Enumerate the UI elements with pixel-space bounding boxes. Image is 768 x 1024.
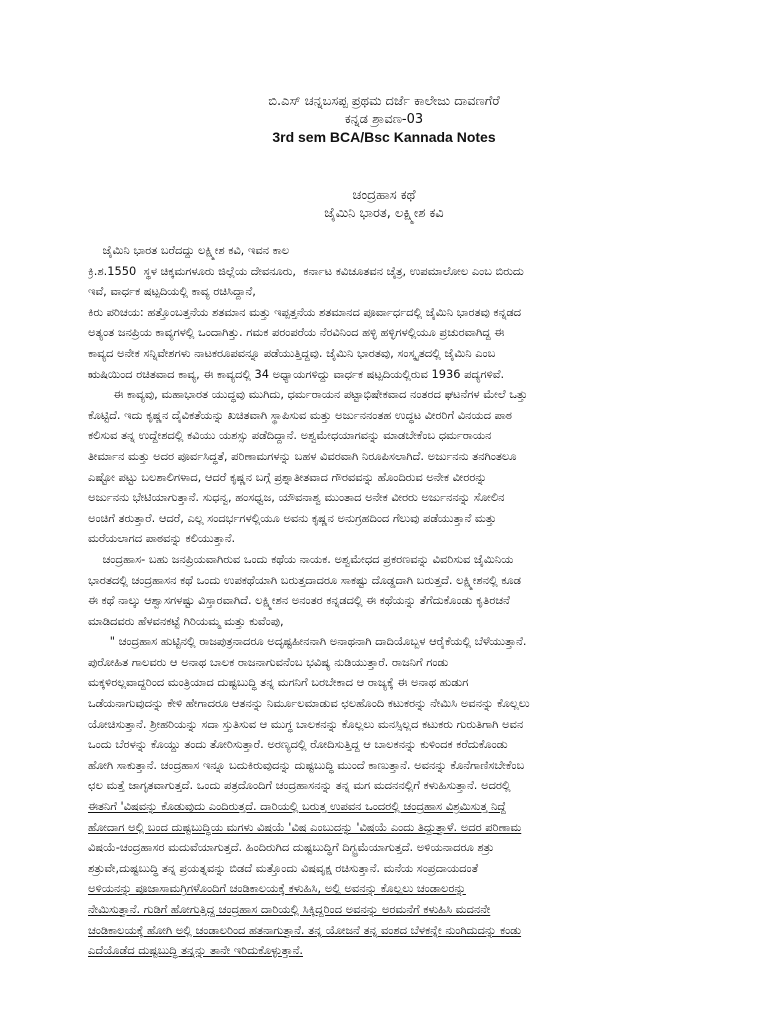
body-line: ಮರೆಯಲಾಗದ ಪಾಠವನ್ನು ಕಲಿಯುತ್ತಾನೆ. <box>88 531 236 546</box>
body-line: ಅಂಚಿಗೆ ತರುತ್ತಾರೆ. ಆದರೆ, ಎಲ್ಲ ಸಂದರ್ಭಗಳಲ್ಲಿಯೂ ಅವನು ಕೃಷ್ಣನ ಅನುಗ್ರಹದಿಂದ ಗೆಲುವು ಪಡೆಯುತ್ತಾನೆ ಮತ್ತು <box>88 510 497 525</box>
body-line: ಚಂಡಿಕಾಲಯಕ್ಕೆ ಹೋಗಿ ಅಲ್ಲಿ ಚಂಡಾಲರಿಂದ ಹತನಾಗುತ್ತಾನೆ. ತನ್ನ ಯೋಜನೆ ತನ್ನ ವಂಶದ ಬೆಳಕನ್ನೇ ನುಂಗಿದುದನ್ನು ಕಂಡು <box>88 922 522 937</box>
body-line: ಋಷಿಯಿಂದ ರಚಿತವಾದ ಕಾವ್ಯ, ಈ ಕಾವ್ಯದಲ್ಲಿ 34 ಅಧ್ಯಾಯಗಳಿದ್ದು ವಾರ್ಧಕ ಷಟ್ಪದಿಯಲ್ಲಿರುವ 1936 ಪದ್ಯಗಳಿವೆ. <box>88 366 505 381</box>
body-line: ಎಷ್ಟೋ ಪಟ್ಟು ಬಲಶಾಲಿಗಳಾದ, ಆದರೆ ಕೃಷ್ಣನ ಬಗ್ಗೆ ಪ್ರಶ್ನಾತೀತವಾದ ಗೌರವವನ್ನು ಹೊಂದಿರುವ ಅನೇಕ ವೀರರನ್ನು <box>88 469 487 484</box>
body-line: ಯೋಚಿಸುತ್ತಾನೆ. ಶ್ರೀಹರಿಯನ್ನು ಸದಾ ಸ್ತುತಿಸುವ ಆ ಮುಗ್ಧ ಬಾಲಕನನ್ನು ಕೊಲ್ಲಲು ಮನಸ್ಸಿಲ್ಲದ ಕಟುಕರು ಗುರುತಿಗಾಗಿ ಅವನ <box>88 716 524 731</box>
body-line: ಅಳಿಯನನ್ನು ಪೂಜಾಸಾಮಗ್ರಿಗಳೊಂದಿಗೆ ಚಂಡಿಕಾಲಯಕ್ಕೆ ಕಳುಹಿಸಿ, ಅಲ್ಲಿ ಅವನನ್ನು ಕೊಲ್ಲಲು ಚಂಡಾಲರನ್ನು <box>88 881 466 896</box>
body-line: ಹೋಗಿ ಸಾಕುತ್ತಾನೆ. ಚಂದ್ರಹಾಸ ಇನ್ನೂ ಬದುಕಿರುವುದನ್ನು ದುಷ್ಟಬುದ್ಧಿ ಮುಂದೆ ಕಾಣುತ್ತಾನೆ. ಅವನನ್ನು ಕೊನೆಗಾಣಿಸಬೇಕೆಂಬ <box>88 757 525 772</box>
body-line: ಒಡೆಯನಾಗುವುದನ್ನು ಕೇಳಿ ಹೇಗಾದರೂ ಆತನನ್ನು ನಿರ್ಮೂಲಮಾಡುವ ಛಲಹೊಂದಿ ಕಟುಕರನ್ನು ನೇಮಿಸಿ ಅವನನ್ನು ಕೊಲ್ಲಲು <box>88 696 530 711</box>
source-title: ಜೈಮಿನಿ ಭಾರತ, ಲಕ್ಷ್ಮೀಶ ಕವಿ <box>324 206 444 221</box>
body-line: ಕಲಿಸುವ ತನ್ನ ಉದ್ದೇಶದಲ್ಲಿ ಕವಿಯು ಯಶಸ್ಸು ಪಡೆದಿದ್ದಾನೆ. ಅಶ್ವಮೇಧಯಾಗವನ್ನು ಮಾಡಬೇಕೆಂಬ ಧರ್ಮರಾಯನ <box>88 428 492 443</box>
body-line: ಕೊಟ್ಟಿದೆ. ಇದು ಕೃಷ್ಣನ ದೈವಿಕತೆಯನ್ನು ಖಚಿತವಾಗಿ ಸ್ಥಾಪಿಸುವ ಮತ್ತು ಅರ್ಜುನನಂತಹ ಉದ್ಧಟ ವೀರರಿಗೆ ವಿನಯದ ಪಾಠ <box>88 407 512 422</box>
body-line: ಕ್ರಿ.ಶ.1550 ಸ್ಥಳ ಚಿಕ್ಕಮಗಳೂರು ಜಿಲ್ಲೆಯ ದೇವನೂರು, ಕರ್ನಾಟ ಕವಿಚೂತವನ ಚೈತ್ರ, ಉಪಮಾಲೋಲ ಎಂಬ ಬಿರುದು <box>88 263 524 278</box>
body-line: " ಚಂದ್ರಹಾಸ ಹುಟ್ಟಿನಲ್ಲಿ ರಾಜಪುತ್ರನಾದರೂ ಅದೃಷ್ಟಹೀನನಾಗಿ ಅನಾಥನಾಗಿ ದಾದಿಯೊಬ್ಬಳ ಆರೈಕೆಯಲ್ಲಿ ಬೆಳೆಯುತ್ತಾನೆ. <box>88 634 527 649</box>
body-line: ಜೈಮಿನಿ ಭಾರತ ಬರೆದದ್ದು ಲಕ್ಷ್ಮೀಶ ಕವಿ, ಇವನ ಕಾಲ <box>88 243 290 257</box>
body-line: ಎದೆಯೊಡೆದ ದುಷ್ಟಬುದ್ಧಿ ತನ್ನನ್ನು ತಾನೇ ಇರಿದುಕೊಳ್ಳುತ್ತಾನೆ. <box>88 943 303 958</box>
college-name: ಬಿ.ಎಸ್ ಚನ್ನಬಸಪ್ಪ ಪ್ರಥಮ ದರ್ಜೆ ಕಾಲೇಜು ದಾವಣಗೆರೆ <box>268 94 500 109</box>
body-line: ಚಂದ್ರಹಾಸ- ಬಹು ಜನಪ್ರಿಯವಾಗಿರುವ ಒಂದು ಕಥೆಯ ನಾಯಕ. ಅಶ್ವಮೇಧದ ಪ್ರಕರಣವನ್ನು ವಿವರಿಸುವ ಜೈಮಿನಿಯ <box>88 551 514 566</box>
body-line: ಮಾಡಿದವರು ಹೆಳವನಕಟ್ಟೆ ಗಿರಿಯಮ್ಮ ಮತ್ತು ಕುವೆಂಪು, <box>88 613 284 628</box>
body-line: ಭಾರತದಲ್ಲಿ ಚಂದ್ರಹಾಸನ ಕಥೆ ಒಂದು ಉಪಕಥೆಯಾಗಿ ಬರುತ್ತದಾದರೂ ಸಾಕಷ್ಟು ದೊಡ್ಡದಾಗಿ ಬರುತ್ತದೆ. ಲಕ್ಷ್ಮೀಶನಲ್ಲಿ ಕೂಡ <box>88 572 521 587</box>
body-line: ಪುರೋಹಿತ ಗಾಲವರು ಆ ಅನಾಥ ಬಾಲಕ ರಾಜನಾಗುವನೆಂಬ ಭವಿಷ್ಯ ನುಡಿಯುತ್ತಾರೆ. ರಾಜನಿಗೆ ಗಂಡು <box>88 654 449 669</box>
story-title: ಚಂದ್ರಹಾಸ ಕಥೆ <box>352 188 416 203</box>
body-line: ವಿಷಯೆ-ಚಂದ್ರಹಾಸರ ಮದುವೆಯಾಗುತ್ತದೆ. ಹಿಂದಿರುಗಿದ ದುಷ್ಟಬುದ್ಧಿಗೆ ದಿಗ್ಭ್ರಮೆಯಾಗುತ್ತದೆ. ಅಳಿಯನಾದರೂ ಶತ್ರು <box>88 840 494 855</box>
body-line: ಮಕ್ಕಳಿರಲ್ಲವಾದ್ದರಿಂದ ಮಂತ್ರಿಯಾದ ದುಷ್ಟಬುದ್ಧಿ ತನ್ನ ಮಗನಿಗೆ ಬರಬೇಕಾದ ಆ ರಾಜ್ಯಕ್ಕೆ ಈ ಅನಾಥ ಹುಡುಗ <box>88 675 469 690</box>
body-line: ಕಿರು ಪರಿಚಯ: ಹತ್ತೊಂಬತ್ತನೆಯ ಶತಮಾನ ಮತ್ತು ಇಪ್ಪತ್ತನೆಯ ಶತಮಾನದ ಪೂರ್ವಾರ್ಧದಲ್ಲಿ ಜೈಮಿನಿ ಭಾರತವು ಕನ್ನಡದ <box>88 304 522 319</box>
semester-title: 3rd sem BCA/Bsc Kannada Notes <box>272 129 496 145</box>
course-title: ಕನ್ನಡ ಶ್ರಾವಣ-03 <box>344 112 424 127</box>
body-line: ಶತ್ರುವೇ,ದುಷ್ಟಬುದ್ಧಿ ತನ್ನ ಪ್ರಯತ್ನವನ್ನು ಬಿಡದೆ ಮತ್ತೊಂದು ವಿಷವೃಕ್ಷ ರಚಿಸುತ್ತಾನೆ. ಮನೆಯ ಸಂಪ್ರದಾಯದಂತೆ <box>88 860 479 875</box>
body-line: ಒಂದು ಬೆರಳನ್ನು ಕೊಯ್ದು ತಂದು ತೋರಿಸುತ್ತಾರೆ. ಅರಣ್ಯದಲ್ಲಿ ರೋದಿಸುತ್ತಿದ್ದ ಆ ಬಾಲಕನನ್ನು ಕುಳಿಂದಕ ಕರೆದುಕೊಂಡು <box>88 737 508 752</box>
body-line: ತೀರ್ಮಾನ ಮತ್ತು ಅದರ ಪೂರ್ವಸಿದ್ಧತೆ, ಪರಿಣಾಮಗಳನ್ನು ಬಹಳ ವಿವರವಾಗಿ ನಿರೂಪಿಸಲಾಗಿದೆ. ಅರ್ಜುನನು ತನಗಿಂತಲೂ <box>88 448 517 463</box>
body-text <box>88 240 678 961</box>
body-line: ಛಲ ಮತ್ತೆ ಜಾಗೃತವಾಗುತ್ತದೆ. ಒಂದು ಪತ್ರದೊಂದಿಗೆ ಚಂದ್ರಹಾಸನನ್ನು ತನ್ನ ಮಗ ಮದನನಲ್ಲಿಗೆ ಕಳುಹಿಸುತ್ತಾನೆ. ಅದರಲ್ಲಿ <box>88 778 511 793</box>
body-line: ನೇಮಿಸುತ್ತಾನೆ. ಗುಡಿಗೆ ಹೋಗುತ್ತಿದ್ದ ಚಂದ್ರಹಾಸ ದಾರಿಯಲ್ಲಿ ಸಿಕ್ಕಿದ್ದರಿಂದ ಅವನನ್ನು ಅರಮನೆಗೆ ಕಳುಹಿಸಿ ಮದನನೇ <box>88 902 491 916</box>
body-line: ಈ ಕಥೆ ನಾಲ್ಕು ಆಶ್ವಾಸಗಳಷ್ಟು ವಿಸ್ತಾರವಾಗಿದೆ. ಲಕ್ಷ್ಮೀಶನ ಅನಂತರ ಕನ್ನಡದಲ್ಲಿ ಈ ಕಥೆಯನ್ನು ತೆಗೆದುಕೊಂಡು ಕೃತಿರಚನೆ <box>88 593 510 608</box>
body-line: ಅರ್ಜುನನು ಭೇಟಿಯಾಗುತ್ತಾನೆ. ಸುಧನ್ವ, ಹಂಸಧ್ವಜ, ಯೌವನಾಶ್ವ ಮುಂತಾದ ಅನೇಕ ವೀರರು ಅರ್ಜುನನನ್ನು ಸೋಲಿನ <box>88 490 505 505</box>
body-line: ಅತ್ಯಂತ ಜನಪ್ರಿಯ ಕಾವ್ಯಗಳಲ್ಲಿ ಒಂದಾಗಿತ್ತು. ಗಮಕ ಪರಂಪರೆಯ ನೆರವಿನಿಂದ ಹಳ್ಳಿ ಹಳ್ಳಿಗಳಲ್ಲಿಯೂ ಪ್ರಚುರವಾಗಿದ್ದ ಈ <box>88 325 505 340</box>
body-line: ಈ ಕಾವ್ಯವು, ಮಹಾಭಾರತ ಯುದ್ಧವು ಮುಗಿದು, ಧರ್ಮರಾಯನ ಪಟ್ಟಾಭಿಷೇಕವಾದ ನಂತರದ ಘಟನೆಗಳ ಮೇಲೆ ಒತ್ತು <box>88 387 528 402</box>
body-line: ಹೋದಾಗ ಅಲ್ಲಿ ಬಂದ ದುಷ್ಟಬುದ್ಧಿಯ ಮಗಳು ವಿಷಯೆ 'ವಿಷ ಎಂಬುದನ್ನು 'ವಿಷಯೆ ಎಂದು ತಿದ್ದುತ್ತಾಳೆ. ಅದರ ಪರಿಣಾಮ <box>88 819 522 834</box>
body-line: ಈತನಿಗೆ 'ವಿಷವನ್ನು ಕೊಡುವುದು ಎಂದಿರುತ್ತದೆ. ದಾರಿಯಲ್ಲಿ ಬರುತ್ತ ಉಪವನ ಒಂದರಲ್ಲಿ ಚಂದ್ರಹಾಸ ವಿಶ್ರಮಿಸುತ್ತ ನಿದ್ದೆ <box>88 799 507 814</box>
body-line: ಕಾವ್ಯದ ಅನೇಕ ಸನ್ನಿವೇಶಗಳು ನಾಟಕರೂಪವನ್ನೂ ಪಡೆಯುತ್ತಿದ್ದವು. ಜೈಮಿನಿ ಭಾರತವು, ಸಂಸ್ಕೃತದಲ್ಲಿ ಜೈಮಿನಿ ಎಂಬ <box>88 345 496 360</box>
body-line: ಇವೆ, ವಾರ್ಧಕ ಷಟ್ಪದಿಯಲ್ಲಿ ಕಾವ್ಯ ರಚಿಸಿದ್ದಾನೆ, <box>88 284 256 299</box>
